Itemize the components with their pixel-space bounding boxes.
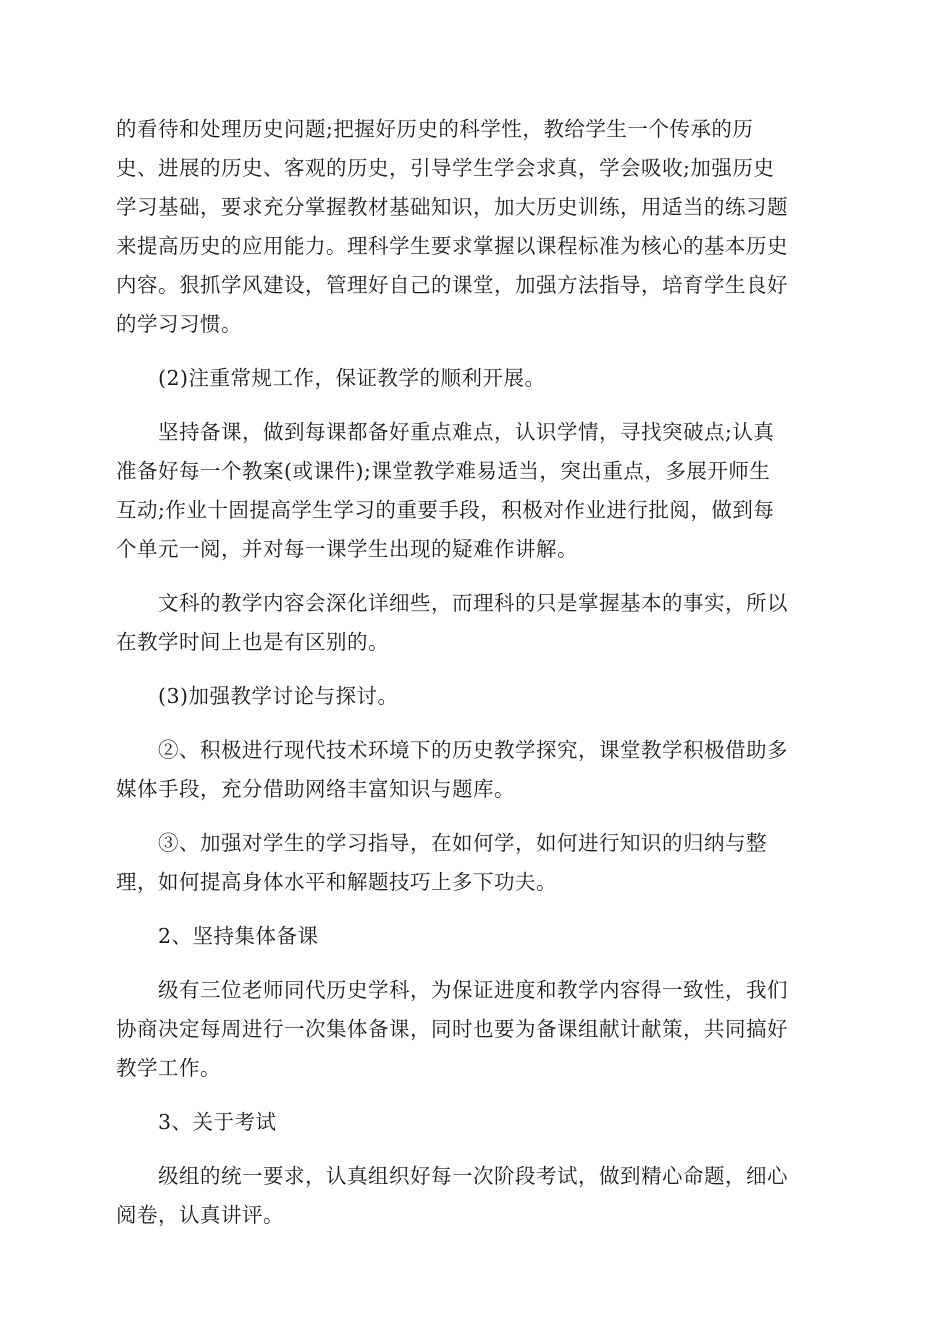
text-line: 媒体手段，充分借助网络丰富知识与题库。 [116, 777, 515, 801]
paragraph-history-approach [116, 110, 838, 344]
paragraph-collective-prep [116, 971, 838, 1088]
text-line: 的看待和处理历史问题;把握好历史的科学性，教给学生一个传承的历 [116, 117, 754, 141]
heading-exams [116, 1103, 838, 1142]
text-line: 教学工作。 [116, 1056, 221, 1080]
heading-teaching-discussion [116, 677, 838, 716]
text-line: 级有三位老师同代历史学科，为保证进度和教学内容得一致性，我们 [116, 978, 788, 1002]
text-line: 在教学时间上也是有区别的。 [116, 630, 389, 654]
paragraph-study-guidance [116, 824, 838, 902]
text-line: 3、关于考试 [116, 1110, 277, 1134]
text-line: 个单元一阅，并对每一课学生出现的疑难作讲解。 [116, 537, 578, 561]
text-line: 准备好每一个教案(或课件);课堂教学难易适当，突出重点，多展开师生 [116, 459, 771, 483]
text-line: 史、进展的历史、客观的历史，引导学生学会求真，学会吸收;加强历史 [116, 156, 775, 180]
paragraph-modern-tech [116, 731, 838, 809]
text-line: 理，如何提高身体水平和解题技巧上多下功夫。 [116, 870, 557, 894]
document-body [116, 110, 838, 1250]
text-line: ②、积极进行现代技术环境下的历史教学探究，课堂教学积极借助多 [116, 738, 788, 762]
text-line: 坚持备课，做到每课都备好重点难点，认识学情，寻找突破点;认真 [116, 420, 775, 444]
text-line: 学习基础，要求充分掌握教材基础知识，加大历史训练，用适当的练习题 [116, 195, 788, 219]
text-line: ③、加强对学生的学习指导，在如何学，如何进行知识的归纳与整 [116, 831, 767, 855]
text-line: 协商决定每周进行一次集体备课，同时也要为备课组献计献策，共同搞好 [116, 1017, 788, 1041]
text-line: 级组的统一要求，认真组织好每一次阶段考试，做到精心命题，细心 [116, 1164, 788, 1188]
text-line: 互动;作业十固提高学生学习的重要手段，积极对作业进行批阅，做到每 [116, 498, 775, 522]
paragraph-lesson-prep [116, 413, 838, 569]
heading-routine-work [116, 359, 838, 398]
paragraph-exams [116, 1157, 838, 1235]
text-line: 内容。狠抓学风建设，管理好自己的课堂，加强方法指导，培育学生良好 [116, 273, 788, 297]
text-line: 文科的教学内容会深化详细些，而理科的只是掌握基本的事实，所以 [116, 591, 788, 615]
text-line: 的学习习惯。 [116, 312, 242, 336]
text-line: 2、坚持集体备课 [116, 924, 319, 948]
text-line: (2)注重常规工作，保证教学的顺利开展。 [116, 366, 546, 390]
heading-collective-prep [116, 917, 838, 956]
text-line: (3)加强教学讨论与探讨。 [116, 684, 399, 708]
text-line: 阅卷，认真讲评。 [116, 1203, 284, 1227]
text-line: 来提高历史的应用能力。理科学生要求掌握以课程标准为核心的基本历史 [116, 234, 788, 258]
paragraph-arts-science [116, 584, 838, 662]
